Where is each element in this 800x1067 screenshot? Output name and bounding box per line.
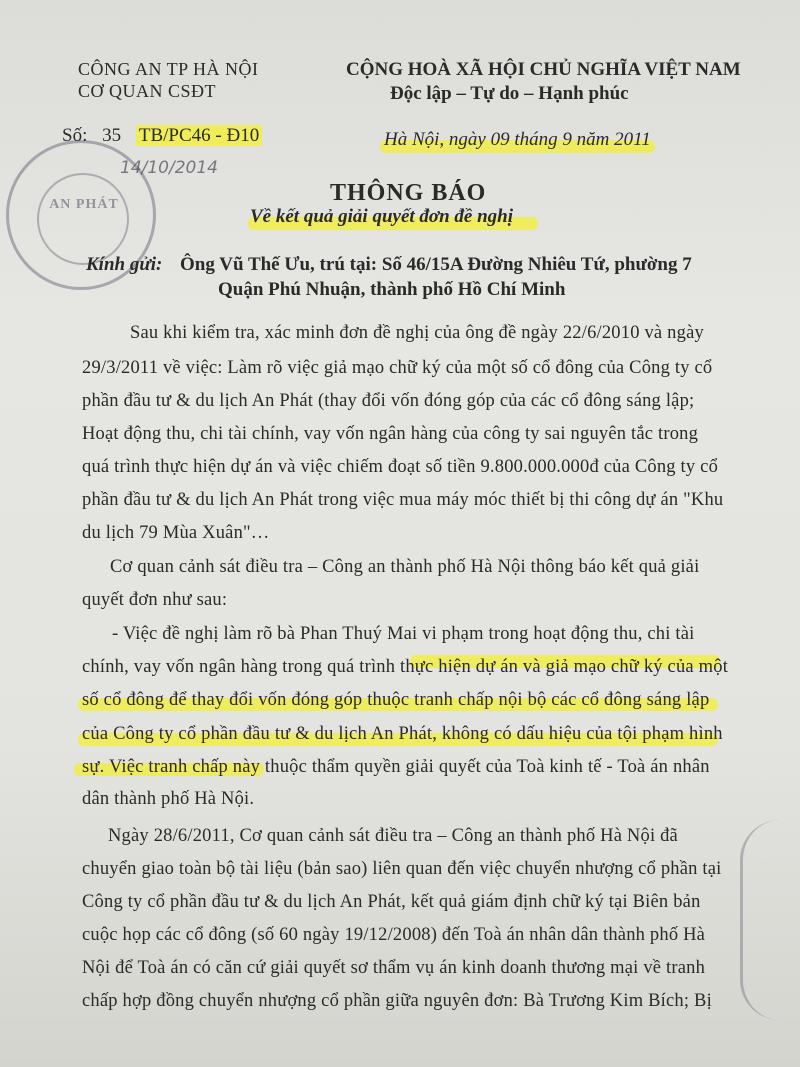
p4-line-3: Công ty cổ phần đầu tư & du lịch An Phát, kết quả giám định chữ ký tại Biên bản [82,892,701,912]
country-name: CỘNG HOÀ XÃ HỘI CHỦ NGHĨA VIỆT NAM [346,59,741,80]
national-motto [346,58,741,106]
p4-line-5: Nội để Toà án có căn cứ giải quyết sơ thẩm vụ án kinh doanh thương mại về tranh [82,958,706,978]
p3-line-2: chính, vay vốn ngân hàng trong quá trình thực hiện dự án và giả mạo chữ ký của một [82,657,729,677]
p3-line-1: - Việc đề nghị làm rõ bà Phan Thuý Mai vi phạm trong hoạt động thu, chi tài [112,624,695,644]
p2-line-2: quyết đơn như sau: [82,590,228,610]
p3-line-5: sự. Việc tranh chấp này thuộc thẩm quyền giải quyết của Toà kinh tế - Toà án nhân [82,757,710,777]
stamp-inner-ring [37,173,129,265]
p4-line-4: cuộc họp các cổ đông (số 60 ngày 19/12/2008) đến Toà án nhân dân thành phố Hà [82,925,706,945]
document-subtitle: Về kết quả giải quyết đơn đề nghị [250,206,514,227]
p2-line-1: Cơ quan cảnh sát điều tra – Công an thành phố Hà Nội thông báo kết quả giải [110,557,700,577]
handwritten-date: 14/10/2014 [120,158,218,178]
motto-line: Độc lập – Tự do – Hạnh phúc [390,83,629,104]
recipient-line-2: Quận Phú Nhuận, thành phố Hồ Chí Minh [218,279,566,300]
document-title: THÔNG BÁO [330,180,487,206]
agency-line-2: CƠ QUAN CSĐT [78,81,217,101]
reference-number [62,125,262,147]
p4-line-6: chấp hợp đồng chuyển nhượng cổ phần giữa nguyên đơn: Bà Trương Kim Bích; Bị [82,991,712,1011]
reference-code: TB/PC46 - Đ10 [136,125,262,146]
side-stamp-mark [740,820,800,1020]
p1-line-6: phần đầu tư & du lịch An Phát trong việc mua máy móc thiết bị thi công dự án "Khu [82,490,724,510]
p3-line-6: dân thành phố Hà Nội. [82,789,255,809]
p1-line-4: Hoạt động thu, chi tài chính, vay vốn ngân hàng của công ty sai nguyên tắc trong [82,424,699,444]
recipient-label: Kính gửi: [86,254,163,275]
p4-line-1: Ngày 28/6/2011, Cơ quan cảnh sát điều tra – Công an thành phố Hà Nội đã [108,826,678,846]
p3-line-3: số cổ đông để thay đổi vốn đóng góp thuộc tranh chấp nội bộ các cổ đông sáng lập [82,690,710,710]
p1-line-5: quá trình thực hiện dự án và việc chiếm đoạt số tiền 9.800.000.000đ của Công ty cổ [82,457,719,477]
reference-num: 35 [102,125,122,146]
agency-line-1: CÔNG AN TP HÀ NỘI [78,59,259,79]
p1-line-3: phần đầu tư & du lịch An Phát (thay đổi vốn đóng góp của các cổ đông sáng lập; [82,391,695,411]
reference-prefix: Số: [62,125,88,146]
issuing-agency [78,58,259,102]
stamp-text: AN PHÁT [49,197,119,212]
p1-line-1: Sau khi kiểm tra, xác minh đơn đề nghị của ông đề ngày 22/6/2010 và ngày [130,323,704,343]
p1-line-7: du lịch 79 Mùa Xuân"… [82,523,270,543]
recipient-line-1: Ông Vũ Thế Ưu, trú tại: Số 46/15A Đường Nhiêu Tứ, phường 7 [180,254,692,275]
issue-date: Hà Nội, ngày 09 tháng 9 năm 2011 [384,129,651,150]
p1-line-2: 29/3/2011 về việc: Làm rõ việc giả mạo chữ ký của một số cổ đông của Công ty cổ [82,358,713,378]
p3-line-4: của Công ty cổ phần đầu tư & du lịch An Phát, không có dấu hiệu của tội phạm hình [82,724,723,744]
p4-line-2: chuyển giao toàn bộ tài liệu (bản sao) liên quan đến việc chuyển nhượng cổ phần tại [82,859,722,879]
